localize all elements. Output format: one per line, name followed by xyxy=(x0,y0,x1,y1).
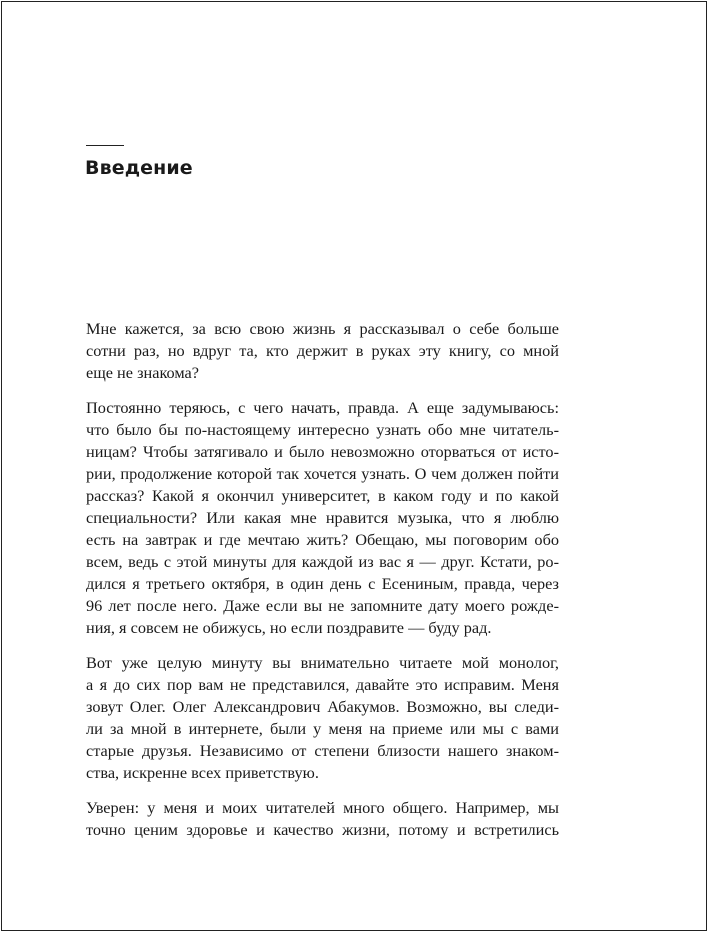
text-line: ства, искренне всех приветствую. xyxy=(86,763,319,782)
text-line: Вот уже целую минуту вы внимательно читаете мой монолог, xyxy=(86,653,559,672)
text-line: дился я третьего октября, в один день с Есениным, правда, через xyxy=(86,574,559,593)
text-line: сотни раз, но вдруг та, кто держит в руках эту книгу, со мной xyxy=(86,341,559,360)
chapter-rule xyxy=(86,145,124,146)
text-line: ли за мной в интернете, были у меня на приеме или мы с вами xyxy=(86,719,559,738)
text-line: что было бы по-настоящему интересно узнать обо мне читатель- xyxy=(86,420,559,439)
text-line: специальности? Или какая мне нравится музыка, что я люблю xyxy=(86,508,559,527)
paragraph xyxy=(86,797,559,841)
text-line: есть на завтрак и где мечтаю жить? Обещаю, мы поговорим обо xyxy=(86,530,559,549)
paragraph xyxy=(86,318,559,384)
text-line: зовут Олег. Олег Александрович Абакумов. Возможно, вы следи- xyxy=(86,697,559,716)
text-line: Мне кажется, за всю свою жизнь я рассказывал о себе больше xyxy=(86,319,559,338)
text-line: рассказ? Какой я окончил университет, в каком году и по какой xyxy=(86,486,559,505)
text-line: ния, я совсем не обижусь, но если поздравите — буду рад. xyxy=(86,618,492,637)
text-line: всем, ведь с этой минуты для каждой из вас я — друг. Кстати, ро- xyxy=(86,552,559,571)
text-line: старые друзья. Независимо от степени близости нашего знаком- xyxy=(86,741,559,760)
text-line: ницам? Чтобы затягивало и было невозможно оторваться от исто- xyxy=(86,442,559,461)
text-line: еще не знакома? xyxy=(86,363,199,382)
text-line: рии, продолжение которой так хочется узнать. О чем должен пойти xyxy=(86,464,559,483)
paragraph xyxy=(86,397,559,639)
book-page xyxy=(1,1,707,931)
paragraph xyxy=(86,652,559,784)
text-line: Постоянно теряюсь, с чего начать, правда. А еще задумываюсь: xyxy=(86,398,559,417)
text-line: 96 лет после него. Даже если вы не запомните дату моего рожде- xyxy=(86,596,559,615)
text-line: точно ценим здоровье и качество жизни, потому и встретились xyxy=(86,820,559,839)
text-line: а я до сих пор вам не представился, давайте это исправим. Меня xyxy=(86,675,559,694)
body-text xyxy=(86,318,559,854)
text-line: Уверен: у меня и моих читателей много общего. Например, мы xyxy=(86,798,559,817)
chapter-title: Введение xyxy=(85,157,193,179)
